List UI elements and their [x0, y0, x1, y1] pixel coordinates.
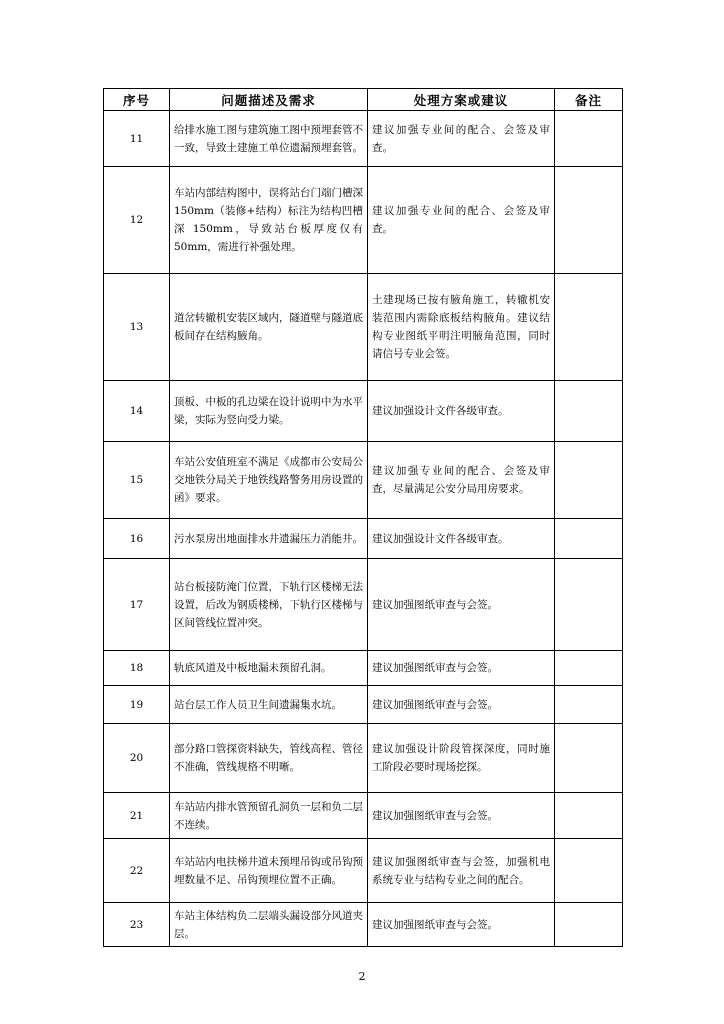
- row-no: 21: [104, 793, 170, 839]
- row-remark: [555, 167, 623, 274]
- table-header-row: [104, 89, 623, 111]
- row-description: 污水泵房出地面排水井遗漏压力消能井。: [170, 519, 368, 559]
- row-remark: [555, 442, 623, 519]
- row-solution: 建议加强图纸审查与会签。: [368, 686, 555, 724]
- row-no: 16: [104, 519, 170, 559]
- row-remark: [555, 274, 623, 381]
- row-remark: [555, 724, 623, 793]
- row-description: 顶板、中板的孔边梁在设计说明中为水平梁，实际为竖向受力梁。: [170, 381, 368, 442]
- header-description: 问题描述及需求: [170, 89, 368, 111]
- row-description: 车站站内排水管预留孔洞负一层和负二层不连续。: [170, 793, 368, 839]
- row-solution: 建议加强图纸审查与会签。: [368, 793, 555, 839]
- page-number: 2: [358, 970, 366, 983]
- row-no: 23: [104, 903, 170, 947]
- row-description: 车站站内电扶梯井道未预埋吊钩或吊钩预埋数量不足、吊钩预埋位置不正确。: [170, 839, 368, 903]
- table-row: [104, 839, 623, 903]
- table-row: [104, 559, 623, 651]
- row-solution: 建议加强图纸审查与会签。: [368, 559, 555, 651]
- table-row: [104, 519, 623, 559]
- row-solution: 土建现场已按有腋角施工，转辙机安装范围内需除底板结构腋角。建议结构专业图纸平明注明腋角范围，同时请信号专业会签。: [368, 274, 555, 381]
- row-solution: 建议加强专业间的配合、会签及审查。: [368, 111, 555, 167]
- row-no: 14: [104, 381, 170, 442]
- header-solution: 处理方案或建议: [368, 89, 555, 111]
- row-solution: 建议加强图纸审查与会签。: [368, 903, 555, 947]
- row-description: 车站公安值班室不满足《成都市公安局公交地铁分局关于地铁线路警务用房设置的函》要求。: [170, 442, 368, 519]
- row-solution: 建议加强专业间的配合、会签及审查。: [368, 167, 555, 274]
- row-description: 给排水施工图与建筑施工图中预埋套管不一致，导致土建施工单位遗漏预埋套管。: [170, 111, 368, 167]
- row-no: 18: [104, 651, 170, 686]
- row-description: 站台层工作人员卫生间遗漏集水坑。: [170, 686, 368, 724]
- row-no: 17: [104, 559, 170, 651]
- row-remark: [555, 559, 623, 651]
- row-remark: [555, 903, 623, 947]
- table-row: [104, 442, 623, 519]
- row-no: 15: [104, 442, 170, 519]
- row-solution: 建议加强图纸审查与会签。: [368, 651, 555, 686]
- row-description: 部分路口管探资料缺失，管线高程、管径不准确，管线规格不明晰。: [170, 724, 368, 793]
- row-remark: [555, 519, 623, 559]
- row-solution: 建议加强图纸审查与会签，加强机电系统专业与结构专业之间的配合。: [368, 839, 555, 903]
- row-no: 12: [104, 167, 170, 274]
- row-remark: [555, 839, 623, 903]
- row-description: 站台板接防淹门位置，下轨行区楼梯无法设置，后改为钢质楼梯，下轨行区楼梯与区间管线位置冲突。: [170, 559, 368, 651]
- table-row: [104, 111, 623, 167]
- table-row: [104, 686, 623, 724]
- table-row: [104, 793, 623, 839]
- row-remark: [555, 111, 623, 167]
- row-solution: 建议加强设计阶段管探深度，同时施工阶段必要时现场挖探。: [368, 724, 555, 793]
- table-row: [104, 651, 623, 686]
- row-no: 13: [104, 274, 170, 381]
- row-remark: [555, 793, 623, 839]
- row-description: 车站内部结构图中，误将站台门端门槽深 150mm（装修+结构）标注为结构凹槽深 150mm，导致站台板厚度仅有 50mm，需进行补强处理。: [170, 167, 368, 274]
- row-solution: 建议加强设计文件各级审查。: [368, 519, 555, 559]
- row-solution: 建议加强专业间的配合、会签及审查，尽量满足公安分局用房要求。: [368, 442, 555, 519]
- header-remark: 备注: [555, 89, 623, 111]
- row-no: 11: [104, 111, 170, 167]
- table-row: [104, 903, 623, 947]
- row-remark: [555, 381, 623, 442]
- header-no: 序号: [104, 89, 170, 111]
- row-no: 19: [104, 686, 170, 724]
- table-row: [104, 274, 623, 381]
- row-no: 22: [104, 839, 170, 903]
- row-no: 20: [104, 724, 170, 793]
- table-row: [104, 381, 623, 442]
- row-remark: [555, 651, 623, 686]
- row-remark: [555, 686, 623, 724]
- row-description: 车站主体结构负二层端头漏设部分风道夹层。: [170, 903, 368, 947]
- issues-table: [103, 88, 623, 947]
- table-row: [104, 167, 623, 274]
- row-description: 道岔转辙机安装区域内，隧道壁与隧道底板间存在结构腋角。: [170, 274, 368, 381]
- table-row: [104, 724, 623, 793]
- row-description: 轨底风道及中板地漏未预留孔洞。: [170, 651, 368, 686]
- row-solution: 建议加强设计文件各级审查。: [368, 381, 555, 442]
